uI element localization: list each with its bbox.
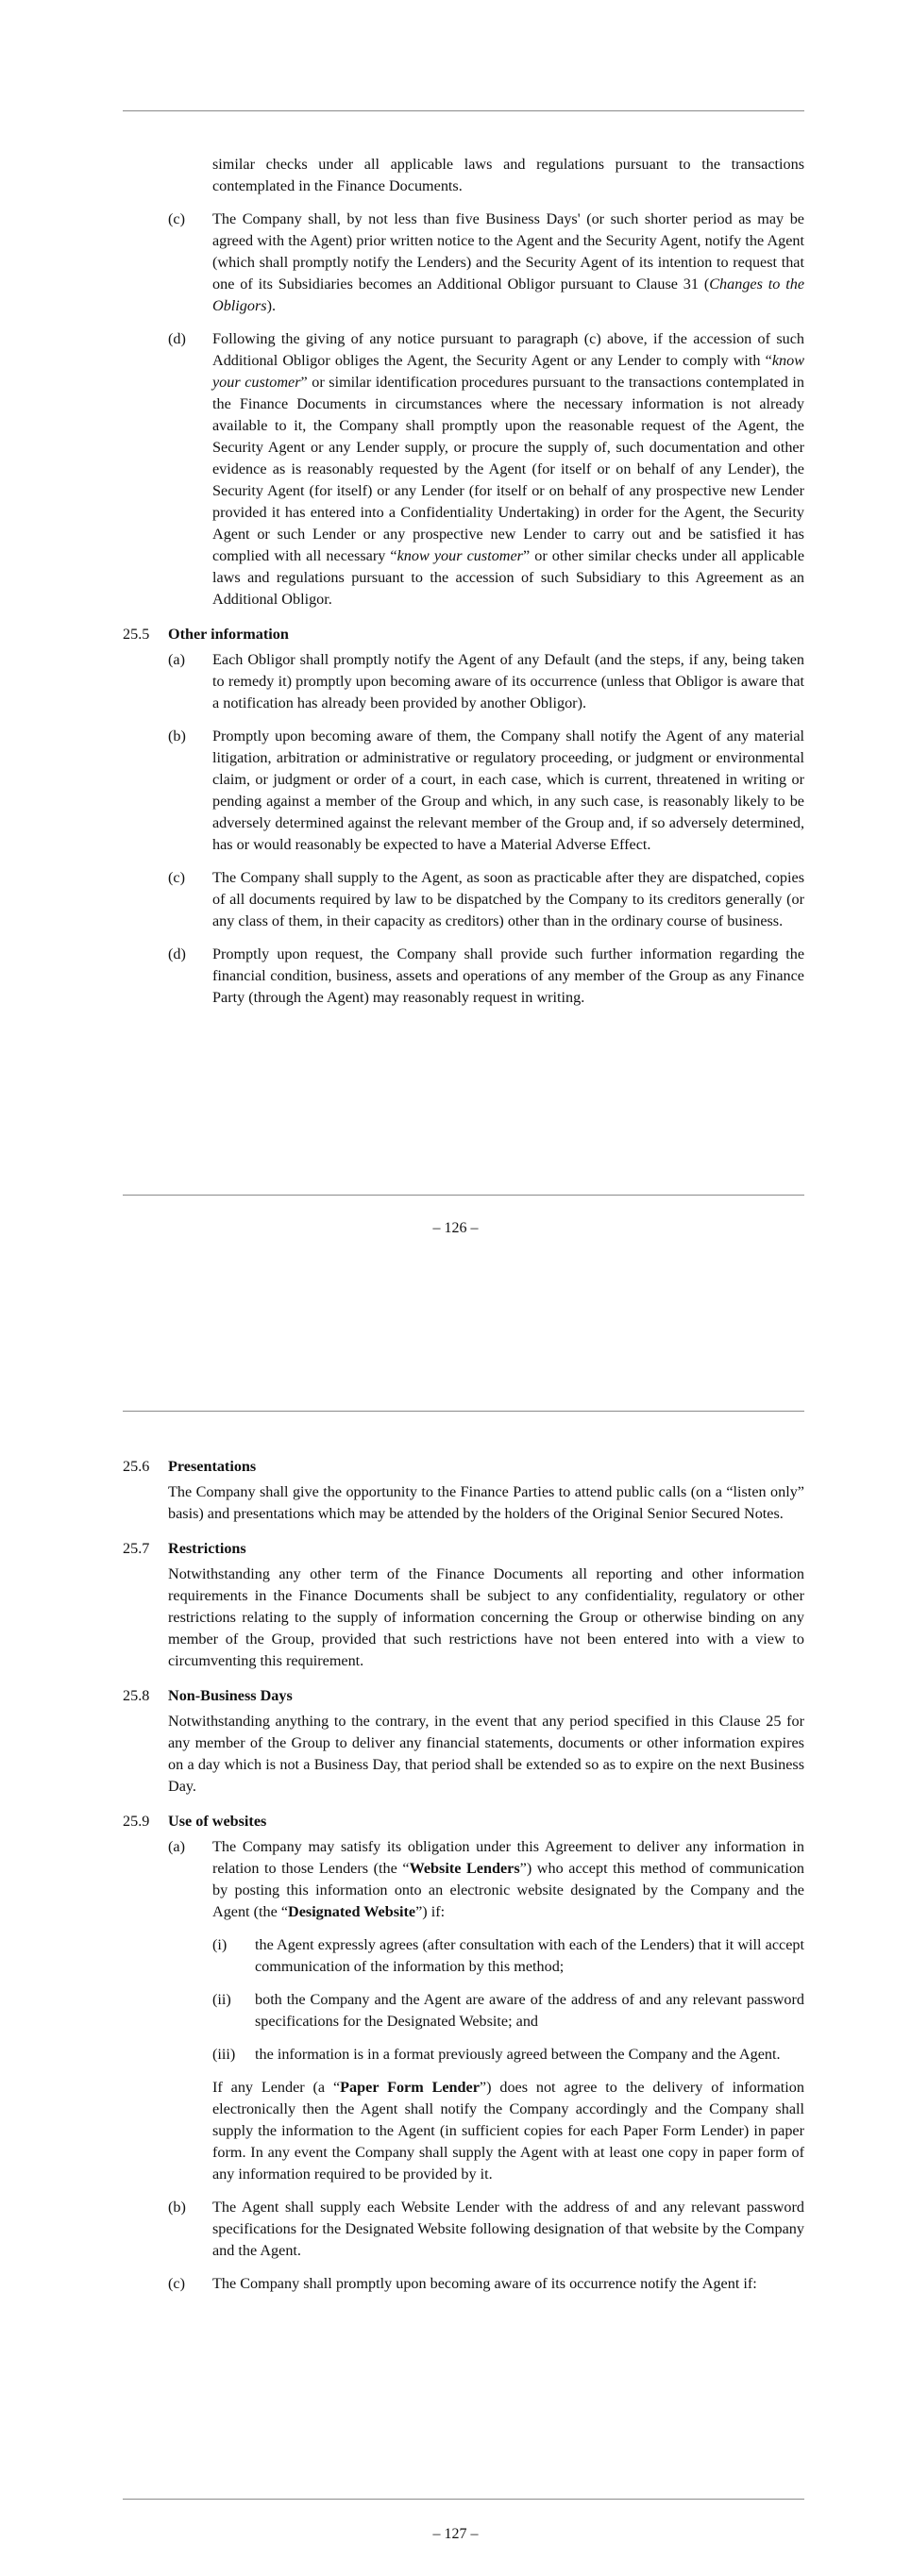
item-label: (b) (168, 2199, 186, 2216)
section-number: 25.6 (123, 1458, 150, 1475)
clause-25-4-item-c (123, 209, 804, 317)
section-number: 25.7 (123, 1540, 150, 1557)
section-text: Notwithstanding any other term of the Finance Documents all reporting and other information requirements in the Finance Documents shall be subject to any confidentiality, regulatory or other restrictions relating to the supply of information concerning the Group or otherwise binding on any member of the Group, provided that such restrictions have not been entered into with a view to circumventing this requirement. (168, 1565, 804, 1669)
section-heading-25-5 (123, 624, 804, 645)
section-heading-25-7 (123, 1538, 804, 1560)
clause-25-9-item-b (123, 2197, 804, 2262)
clause-25-9-a-sub-i (123, 1934, 804, 1978)
item-label: (b) (168, 728, 186, 744)
item-label: (c) (168, 2275, 185, 2292)
item-label: (c) (168, 210, 185, 227)
item-text: The Company shall, by not less than five Business Days' (or such shorter period as may be agreed with the Agent) prior written notice to the Agent and the Security Agent, notify the Agent (which shall promptly notify the Lenders) and the Security Agent of its intention to request that one of its Subsidiaries becomes an Additional Obligor pursuant to Clause 31 (Changes to the Obligors). (212, 210, 805, 314)
sub-item-label: (i) (212, 1936, 228, 1953)
item-text: The Company may satisfy its obligation under this Agreement to deliver any information in relation to those Lenders (the “Website Lenders”) who accept this method of communication by posting this information onto an electronic website designated by the Company and the Agent (the “Designated Website”) if: (212, 1838, 805, 1920)
clause-25-9-a-sub-ii (123, 1989, 804, 2032)
page-126-bottom-rule (123, 1195, 804, 1196)
item-text: Following the giving of any notice pursuant to paragraph (c) above, if the accession of such Additional Obligor obliges the Agent, the Security Agent or any Lender to comply with “know your customer” or similar identification procedures pursuant to the transactions contemplated in the Finance Documents in circumstances where the necessary information is not already available to it, the Company shall promptly upon the reasonable request of the Agent, the Security Agent or any Lender supply, or procure the supply of, such documentation and other evidence as is reasonably requested by the Agent (for itself or on behalf of any Lender), the Security Agent (for itself) or any Lender (for itself or on behalf of any prospective new Lender provided it has entered into a Confidentiality Undertaking) in order for the Agent, the Security Agent or such Lender or any prospective new Lender to carry out and be satisfied it has complied with all necessary “know your customer” or other similar checks under all applicable laws and regulations pursuant to the accession of such Subsidiary to this Agreement as an Additional Obligor. (212, 330, 805, 608)
page-127-bottom-rule (123, 2499, 804, 2500)
section-number: 25.5 (123, 626, 150, 643)
item-text: Promptly upon becoming aware of them, the Company shall notify the Agent of any material litigation, arbitration or administrative or regulatory proceeding, or judgment or environmental claim, or judgment or order of a court, in each case, which is current, threatened in writing or pending against a member of the Group and which, in any such case, is reasonably likely to be adversely determined against the relevant member of the Group and, if so adversely determined, has or would reasonably be expected to have a Material Adverse Effect. (212, 728, 804, 853)
clause-25-5-item-d (123, 944, 804, 1009)
section-heading-25-8 (123, 1685, 804, 1707)
continuation-paragraph: similar checks under all applicable laws and regulations pursuant to the transactions contemplated in the Finance Documents. (212, 156, 804, 194)
section-heading-25-6 (123, 1456, 804, 1478)
clause-25-4-item-d (123, 328, 804, 611)
item-label: (c) (168, 869, 185, 886)
sub-item-text: the information is in a format previously agreed between the Company and the Agent. (255, 2046, 781, 2063)
page-number-126: – 126 – (432, 1220, 479, 1236)
section-title: Non-Business Days (168, 1687, 293, 1704)
sub-item-text: both the Company and the Agent are aware of the address of and any relevant password specifications for the Designated Website; and (255, 1991, 804, 2030)
page-127-body (123, 1443, 804, 2306)
item-label: (d) (168, 945, 186, 962)
item-label: (a) (168, 651, 185, 668)
section-title: Use of websites (168, 1813, 267, 1830)
section-number: 25.9 (123, 1813, 150, 1830)
section-number: 25.8 (123, 1687, 150, 1704)
page-126-top-rule (123, 110, 804, 111)
clause-25-5-item-b (123, 726, 804, 856)
item-text: Each Obligor shall promptly notify the Agent of any Default (and the steps, if any, being taken to remedy it) promptly upon becoming aware of its occurrence (unless that Obligor is aware that a notification has already been provided by another Obligor). (212, 651, 804, 711)
item-text: The Agent shall supply each Website Lender with the address of and any relevant password specifications for the Designated Website following designation of that website by the Company and the Agent. (212, 2199, 804, 2259)
section-heading-25-9 (123, 1811, 804, 1832)
page-number-127: – 127 – (432, 2526, 479, 2542)
item-text: Promptly upon request, the Company shall provide such further information regarding the financial condition, business, assets and operations of any member of the Group as any Finance Party (through the Agent) may reasonably request in writing. (212, 945, 804, 1006)
page-127-top-rule (123, 1411, 804, 1412)
clause-25-9-item-c (123, 2273, 804, 2295)
item-text: The Company shall promptly upon becoming aware of its occurrence notify the Agent if: (212, 2275, 757, 2292)
page-126-body (123, 154, 804, 1020)
sub-item-label: (ii) (212, 1991, 231, 2008)
section-text: Notwithstanding anything to the contrary, in the event that any period specified in this Clause 25 for any member of the Group to deliver any financial statements, documents or other information expires on a day which is not a Business Day, that period shall be extended so as to expire on the next Business Day. (168, 1713, 804, 1795)
clause-25-5-item-c (123, 867, 804, 932)
section-title: Restrictions (168, 1540, 246, 1557)
item-label: (d) (168, 330, 186, 347)
clause-25-9-item-a (123, 1836, 804, 1923)
clause-25-9-a-continuation: If any Lender (a “Paper Form Lender”) does not agree to the delivery of information electronically then the Agent shall notify the Company accordingly and the Company shall supply the information to the Agent (in sufficient copies for each Paper Form Lender) in paper form. In any event the Company shall supply the Agent with at least one copy in paper form of any information required to be provided by it. (212, 2079, 804, 2183)
item-text: The Company shall supply to the Agent, as soon as practicable after they are dispatched, copies of all documents required by law to be dispatched by the Company to its creditors generally (or any class of them, in their capacity as creditors) other than in the ordinary course of business. (212, 869, 804, 929)
section-text: The Company shall give the opportunity to the Finance Parties to attend public calls (on a “listen only” basis) and presentations which may be attended by the holders of the Original Senior Secured Notes. (168, 1483, 804, 1522)
section-title: Presentations (168, 1458, 257, 1475)
item-label: (a) (168, 1838, 185, 1855)
clause-25-5-item-a (123, 649, 804, 714)
sub-item-label: (iii) (212, 2046, 236, 2063)
section-title: Other information (168, 626, 289, 643)
sub-item-text: the Agent expressly agrees (after consultation with each of the Lenders) that it will accept communication of the information by this method; (255, 1936, 804, 1975)
clause-25-9-a-sub-iii (123, 2044, 804, 2066)
